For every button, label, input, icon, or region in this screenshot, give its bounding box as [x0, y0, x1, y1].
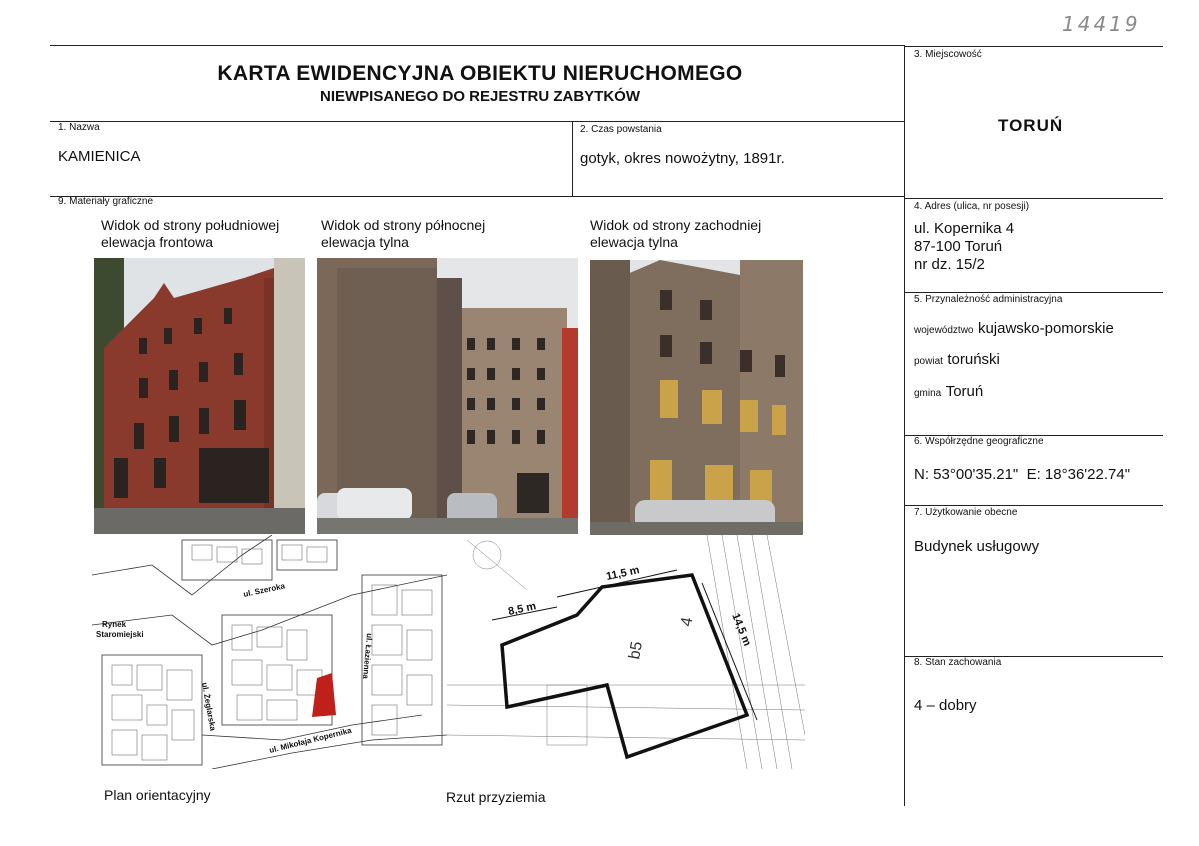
stan-label: 8. Stan zachowania — [914, 657, 1002, 668]
right-column-divider — [904, 46, 905, 806]
row1-bottom-line — [50, 196, 905, 197]
materialy-label: 9. Materiały graficzne — [58, 196, 154, 207]
ground-floor-plan — [447, 535, 805, 769]
wojewodztwo-prefix: województwo — [914, 325, 974, 336]
photo-caption-south — [101, 217, 279, 251]
plan-caption: Plan orientacyjny — [104, 787, 211, 803]
photo-caption-south-line2: elewacja frontowa — [101, 234, 214, 250]
plan-dim-8-5: 8,5 m — [507, 600, 538, 618]
przynaleznosc-label: 5. Przynależność administracyjna — [914, 294, 1063, 305]
nazwa-value: KAMIENICA — [58, 148, 141, 165]
wspolrzedne-value: N: 53°00'35.21" E: 18°36'22.74" — [914, 466, 1131, 483]
stan-value: 4 – dobry — [914, 697, 977, 714]
powiat-value: toruński — [947, 351, 1000, 368]
top-border-line — [50, 45, 905, 46]
photo-caption-north — [321, 217, 485, 251]
miejscowosc-label: 3. Miejscowość — [914, 49, 982, 60]
uzytkowanie-top-line — [905, 505, 1163, 506]
uzytkowanie-value: Budynek usługowy — [914, 538, 1040, 555]
wojewodztwo-value: kujawsko-pomorskie — [977, 320, 1114, 337]
photo-caption-west-line2: elewacja tylna — [590, 234, 678, 250]
czas-value: gotyk, okres nowożytny, 1891r. — [580, 150, 785, 167]
gmina-prefix: gmina — [914, 388, 942, 399]
wspolrzedne-label: 6. Współrzędne geograficzne — [914, 436, 1044, 447]
uzytkowanie-label: 7. Użytkowanie obecne — [914, 507, 1018, 518]
handwritten-number: 14419 — [1062, 12, 1141, 36]
przynaleznosc-top-line — [905, 292, 1163, 293]
miejscowosc-value: TORUŃ — [998, 116, 1064, 135]
photo-north-courtyard — [317, 258, 578, 534]
plan-label-4: 4 — [678, 615, 697, 628]
czas-label: 2. Czas powstania — [580, 124, 662, 135]
gmina-value: Toruń — [945, 383, 984, 400]
photo-caption-north-line1: Widok od strony północnej — [321, 217, 486, 233]
map-label-kopernika: ul. Mikołaja Kopernika — [268, 725, 353, 755]
orientation-map — [92, 535, 447, 769]
photo-west-courtyard — [590, 260, 803, 536]
gmina-row — [914, 383, 983, 401]
wojewodztwo-row — [914, 320, 1114, 338]
plan-dim-11-5: 11,5 m — [605, 564, 641, 583]
plan-label-b5: b5 — [626, 640, 647, 661]
top-border-line-right — [905, 46, 1163, 47]
nazwa-label: 1. Nazwa — [58, 122, 100, 133]
powiat-prefix: powiat — [914, 356, 943, 367]
adres-label: 4. Adres (ulica, nr posesji) — [914, 201, 1030, 212]
adres-line-3: nr dz. 15/2 — [914, 256, 985, 273]
card-subtitle: NIEWPISANEGO DO REJESTRU ZABYTKÓW — [319, 88, 641, 105]
adres-top-line — [905, 198, 1163, 199]
map-label-szeroka: ul. Szeroka — [242, 581, 286, 599]
photo-caption-south-line1: Widok od strony południowej — [101, 217, 280, 233]
row1-top-line — [50, 121, 905, 122]
adres-line-2: 87-100 Toruń — [914, 238, 1003, 255]
map-label-zeglarska: ul. Żeglarska — [200, 681, 218, 732]
photo-caption-west-line1: Widok od strony zachodniej — [590, 217, 762, 233]
map-label-rynek: Rynek — [102, 620, 127, 629]
powiat-row — [914, 351, 1000, 369]
plan-dim-14-5: 14,5 m — [729, 611, 754, 648]
photo-caption-north-line2: elewacja tylna — [321, 234, 409, 250]
map-label-lazienna: ul. Łazienna — [361, 632, 374, 680]
card-title: KARTA EWIDENCYJNA OBIEKTU NIERUCHOMEGO — [217, 62, 743, 85]
rzut-caption: Rzut przyziemia — [446, 789, 546, 805]
photo-south-facade — [94, 258, 305, 534]
map-label-staromiejski: Staromiejski — [96, 630, 144, 639]
adres-line-1: ul. Kopernika 4 — [914, 220, 1015, 237]
nazwa-czas-divider — [572, 121, 573, 196]
photo-caption-west — [590, 217, 761, 251]
